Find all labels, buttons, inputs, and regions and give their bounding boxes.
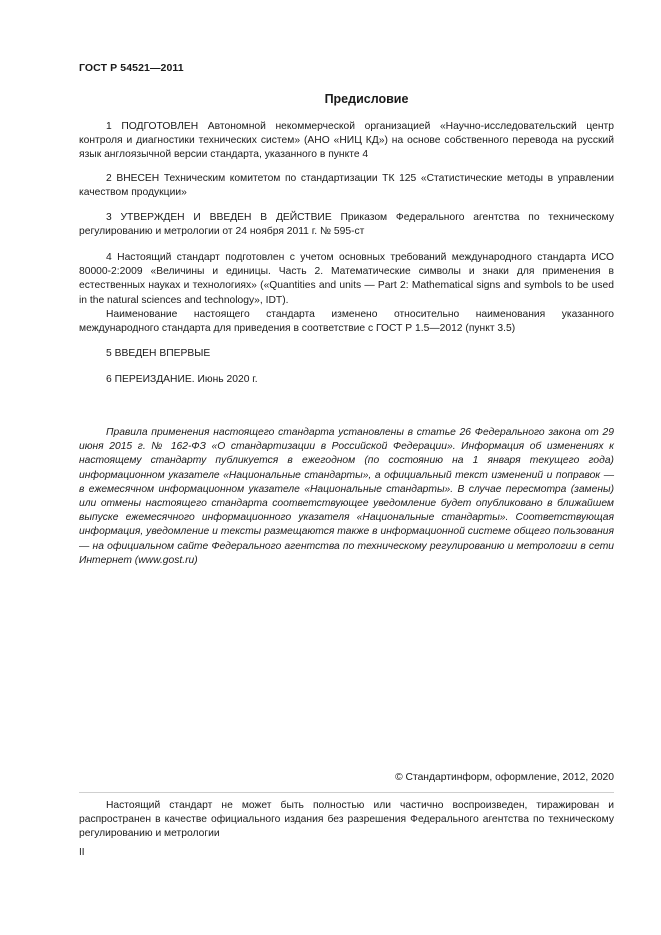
paragraph-reissue: 6 ПЕРЕИЗДАНИЕ. Июнь 2020 г. <box>106 374 258 385</box>
paragraph-first-introduced: 5 ВВЕДЕН ВПЕРВЫЕ <box>106 348 211 359</box>
paragraph-introduced-by: 2 ВНЕСЕН Техническим комитетом по стандартизации ТК 125 «Статистические методы в управлении качеством продукции» <box>79 173 614 199</box>
paragraph-based-on-standard: 4 Настоящий стандарт подготовлен с учетом основных требований международного стандарта ИСО 80000-2:2009 «Величины и единицы. Часть 2. Математические символы и знаки для применения в естественных науках и технологиях» («Quantities and units — Part 2: Mathematical signs and symbols to be used in the natural sciences and technology», IDT). <box>79 252 614 306</box>
paragraph-prepared-by: 1 ПОДГОТОВЛЕН Автономной некоммерческой организацией «Научно-исследовательский центр контроля и диагностики технических систем» (АНО «НИЦ КД») на основе собственного перевода на русский язык англоязычной версии стандарта, указанного в пункте 4 <box>79 121 614 161</box>
page-title: Предисловие <box>324 92 409 106</box>
paragraph-approved: 3 УТВЕРЖДЕН И ВВЕДЕН В ДЕЙСТВИЕ Приказом Федерального агентства по техническому регулированию и метрологии от 24 ноября 2011 г. № 595-ст <box>79 212 614 238</box>
document-code: ГОСТ Р 54521—2011 <box>79 62 184 74</box>
copyright-line: © Стандартинформ, оформление, 2012, 2020 <box>395 772 614 783</box>
notice-block: Правила применения настоящего стандарта установлены в статье 26 Федерального закона от 29 июня 2015 г. № 162-ФЗ «О стандартизации в Российской Федерации». Информация об изменениях к настоящему стандарту публикуется в ежегодном (по состоянию на 1 января текущего года) информационном указателе «Национальные стандарты», а официальный текст изменений и поправок — в ежемесячном информационном указателе «Национальные стандарты». В случае пересмотра (замены) или отмены настоящего стандарта соответствующее уведомление будет опубликовано в ближайшем выпуске ежемесячного информационного указателя «Национальные стандарты». Соответствующая информация, уведомление и тексты размещаются также в информационной системе общего пользования — на официальном сайте Федерального агентства по техническому регулированию и метрологии в сети Интернет (www.gost.ru) <box>79 427 614 566</box>
paragraph-name-changed: Наименование настоящего стандарта изменено относительно наименования указанного международного стандарта для приведения в соответствие с ГОСТ Р 1.5—2012 (пункт 3.5) <box>79 309 614 335</box>
divider <box>79 792 614 793</box>
page-number: II <box>79 847 85 858</box>
reproduction-notice: Настоящий стандарт не может быть полностью или частично воспроизведен, тиражирован и распространен в качестве официального издания без разрешения Федерального агентства по техническому регулированию и метрологии <box>79 800 614 840</box>
